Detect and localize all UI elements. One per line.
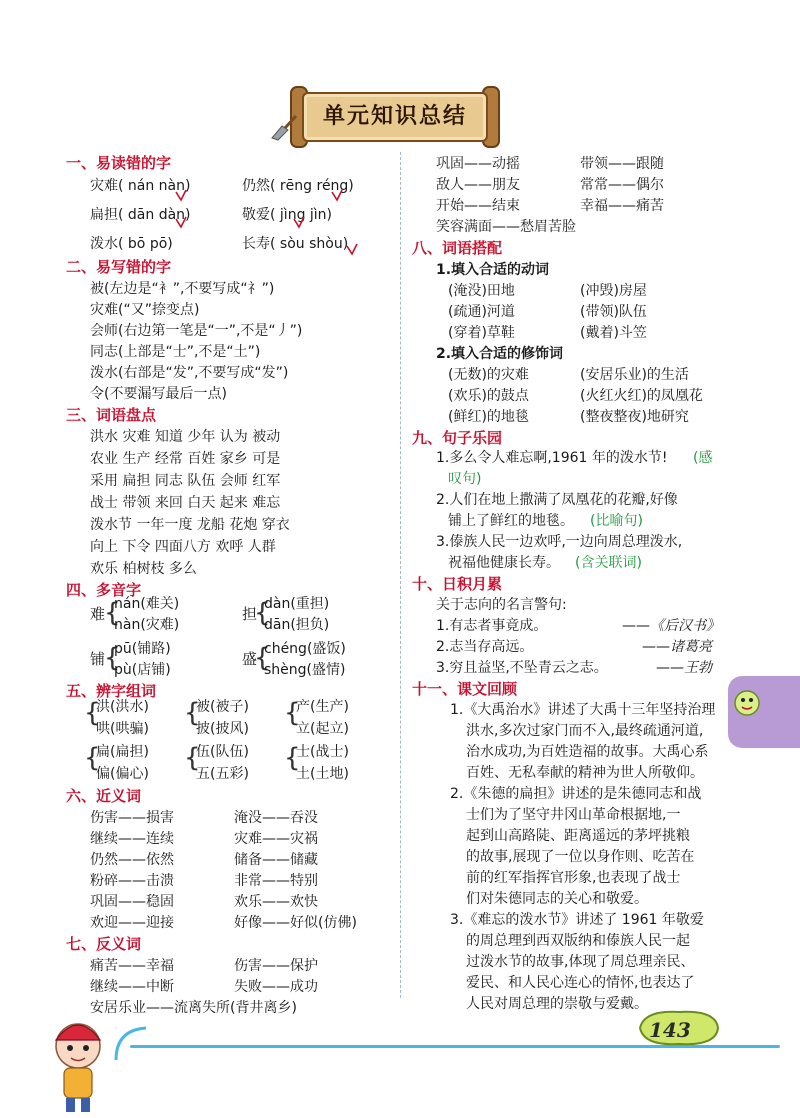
antonym: 开始——结束 [436,198,520,214]
antonym: 巩固——动摇 [436,156,520,172]
review-line: 人民对周总理的崇敬与爱戴。 [466,996,648,1012]
review-line: 们对朱德同志的关心和敬爱。 [466,891,648,907]
section-3-title: 三、词语盘点 [66,406,157,424]
sentence-type: (含关联词) [575,555,642,571]
collocation: (冲毁)房屋 [580,283,647,299]
word-pair: 披(披风) [196,721,249,737]
section-11-title: 十一、课文回顾 [412,680,518,698]
review-line: 3.《难忘的泼水节》讲述了 1961 年敬爱 [450,912,704,928]
poly-reading: chéng(盛饭) [264,641,346,657]
poly-reading: pù(店铺) [114,662,171,678]
word-pair: 产(生产) [296,699,349,715]
s3-line: 农业 生产 经常 百姓 家乡 可是 [90,451,281,467]
column-divider [400,152,401,998]
quote: 3.穷且益坚,不坠青云之志。 [436,660,608,676]
synonym: 粉碎——击溃 [90,873,174,889]
s8-sub1: 1.填入合适的动词 [436,262,550,278]
sentence: 祝福他健康长寿。 [448,555,560,571]
poly-char: 担 [242,605,258,623]
poly-reading: pū(铺路) [114,641,171,657]
review-line: 2.《朱德的扁担》讲述的是朱德同志和战 [450,786,702,802]
antonym: 敌人——朋友 [436,177,520,193]
synonym: 欢乐——欢快 [234,894,318,910]
s1-row2a: 扁担( dān dàn) [90,207,191,223]
word-pair: 洪(洪水) [96,699,149,715]
s3-line: 泼水节 一年一度 龙船 花炮 穿衣 [90,517,290,533]
brace: { [184,698,201,728]
s3-line: 欢乐 柏树枝 多么 [90,561,197,577]
sentence-type: (比喻句) [590,513,643,529]
section-4-title: 四、多音字 [66,581,142,599]
s2-line: 令(不要漏写最后一点) [90,386,227,402]
antonym: 失败——成功 [234,979,318,995]
antonym: 痛苦——幸福 [90,958,174,974]
word-pair: 哄(哄骗) [96,721,149,737]
s1-row3a: 泼水( bō pō) [90,236,173,252]
s1-row2b: 敬爱( jìng jìn) [242,207,333,223]
word-pair: 五(五彩) [196,766,249,782]
section-6-title: 六、近义词 [66,787,142,805]
section-10-title: 十、日积月累 [412,575,503,593]
synonym: 仍然——依然 [90,852,174,868]
poly-reading: dàn(重担) [264,596,330,612]
review-line: 前的红军指挥官形象,也表现了战士 [466,870,681,886]
brace: { [284,698,301,728]
collocation: (鲜红)的地毯 [448,409,529,425]
word-pair: 立(起立) [296,721,349,737]
synonym: 灾难——灾祸 [234,831,318,847]
synonym: 继续——连续 [90,831,174,847]
review-line: 过泼水节的故事,体现了周总理亲民、 [466,954,695,970]
review-line: 百姓、无私奉献的精神为世人所敬仰。 [466,765,704,781]
sentence-type: 叹句) [448,471,482,487]
collocation: (整夜整夜)地研究 [580,409,689,425]
review-line: 1.《大禹治水》讲述了大禹十三年坚持治理 [450,702,716,718]
s3-line: 洪水 灾难 知道 少年 认为 被动 [90,429,281,445]
antonym: 带领——跟随 [580,156,664,172]
collocation: (穿着)草鞋 [448,325,515,341]
synonym: 巩固——稳固 [90,894,174,910]
review-line: 爱民、和人民心连心的情怀,也表达了 [466,975,695,991]
sentence: 1.多么令人难忘啊,1961 年的泼水节! [436,450,668,466]
section-7-title: 七、反义词 [66,935,142,953]
brace: { [184,743,201,773]
quote-source: ——《后汉书》 [622,618,720,634]
sentence: 铺上了鲜红的地毯。 [448,513,574,529]
s2-line: 同志(上部是“士”,不是“土”) [90,344,261,360]
antonym: 安居乐业——流离失所(背井离乡) [90,1000,297,1016]
antonym: 常常——偶尔 [580,177,664,193]
correct-checkmarks [172,188,372,258]
synonym: 好像——好似(仿佛) [234,915,357,931]
sentence: 3.傣族人民一边欢呼,一边向周总理泼水, [436,534,683,550]
collocation: (疏通)河道 [448,304,515,320]
word-pair: 土(土地) [296,766,349,782]
word-pair: 士(战士) [296,744,349,760]
brace: { [104,643,121,673]
brace: { [254,643,271,673]
collocation: (安居乐业)的生活 [580,367,689,383]
review-line: 洪水,多次过家门而不入,最终疏通河道, [466,723,704,739]
collocation: (带领)队伍 [580,304,647,320]
page-number: 143 [649,1018,691,1042]
quote: 1.有志者事竟成。 [436,618,548,634]
synonym: 欢迎——迎接 [90,915,174,931]
quote-intro: 关于志向的名言警句: [436,597,567,613]
word-pair: 扁(扁担) [96,744,149,760]
brace: { [284,743,301,773]
review-line: 起到山高路陡、距离遥远的茅坪挑粮 [466,828,690,844]
synonym: 非常——特别 [234,873,318,889]
section-2-title: 二、易写错的字 [66,258,172,276]
review-line: 的周总理到西双版纳和傣族人民一起 [466,933,690,949]
antonym: 幸福——痛苦 [580,198,664,214]
brace: { [254,598,271,628]
word-pair: 伍(队伍) [196,744,249,760]
s8-sub2: 2.填入合适的修饰词 [436,346,564,362]
collocation: (无数)的灾难 [448,367,529,383]
review-line: 的故事,展现了一位以身作则、吃苦在 [466,849,695,865]
poly-reading: nán(难关) [114,596,180,612]
curve-decoration [112,1024,152,1064]
section-1-title: 一、易读错的字 [66,154,172,172]
collocation: (戴着)斗笠 [580,325,647,341]
section-8-title: 八、词语搭配 [412,239,503,257]
mascot-icon [38,1010,118,1114]
s2-line: 泼水(右部是“发”,不要写成“发”) [90,365,289,381]
synonym: 伤害——损害 [90,810,174,826]
s1-row1a: 灾难( nán nàn) [90,178,191,194]
synonym: 储备——储藏 [234,852,318,868]
section-9-title: 九、句子乐园 [412,429,503,447]
title-banner [302,92,488,142]
collocation: (淹没)田地 [448,283,515,299]
s3-line: 采用 扁担 同志 队伍 会师 红军 [90,473,281,489]
s2-line: 会师(右边第一笔是“一”,不是“丿”) [90,323,303,339]
poly-reading: shèng(盛情) [264,662,346,678]
quote-source: ——王勃 [656,660,712,676]
s2-line: 被(左边是“衤”,不要写成“礻”) [90,281,275,297]
page-title: 单元知识总结 [322,104,467,129]
poly-char: 难 [90,605,106,623]
collocation: (火红火红)的凤凰花 [580,388,703,404]
word-pair: 被(被子) [196,699,249,715]
poly-reading: dān(担负) [264,617,330,633]
brace: { [84,743,101,773]
brace: { [84,698,101,728]
quote: 2.志当存高远。 [436,639,534,655]
poly-char: 铺 [90,650,106,668]
antonym: 笑容满面——愁眉苦脸 [436,219,576,235]
antonym: 伤害——保护 [234,958,318,974]
s3-line: 战士 带领 来回 白天 起来 难忘 [90,495,281,511]
sentence: 2.人们在地上撒满了凤凰花的花瓣,好像 [436,492,678,508]
s1-row3b: 长寿( sòu shòu) [242,236,349,252]
review-line: 治水成功,为百姓造福的故事。大禹心系 [466,744,709,760]
review-line: 士们为了坚守井冈山革命根据地,一 [466,807,681,823]
brace: { [104,598,121,628]
poly-reading: nàn(灾难) [114,617,180,633]
s3-line: 向上 下令 四面八方 欢呼 人群 [90,539,276,555]
antonym: 继续——中断 [90,979,174,995]
section-5-title: 五、辨字组词 [66,682,157,700]
collocation: (欢乐)的鼓点 [448,388,529,404]
quote-source: ——诸葛亮 [642,639,712,655]
snake-icon [730,686,764,720]
s2-line: 灾难(“又”捺变点) [90,302,200,318]
word-pair: 偏(偏心) [96,766,149,782]
poly-char: 盛 [242,650,258,668]
s1-row1b: 仍然( rēng réng) [242,178,354,194]
shovel-icon [268,112,298,142]
sentence-type: (感 [693,450,713,466]
synonym: 淹没——吞没 [234,810,318,826]
